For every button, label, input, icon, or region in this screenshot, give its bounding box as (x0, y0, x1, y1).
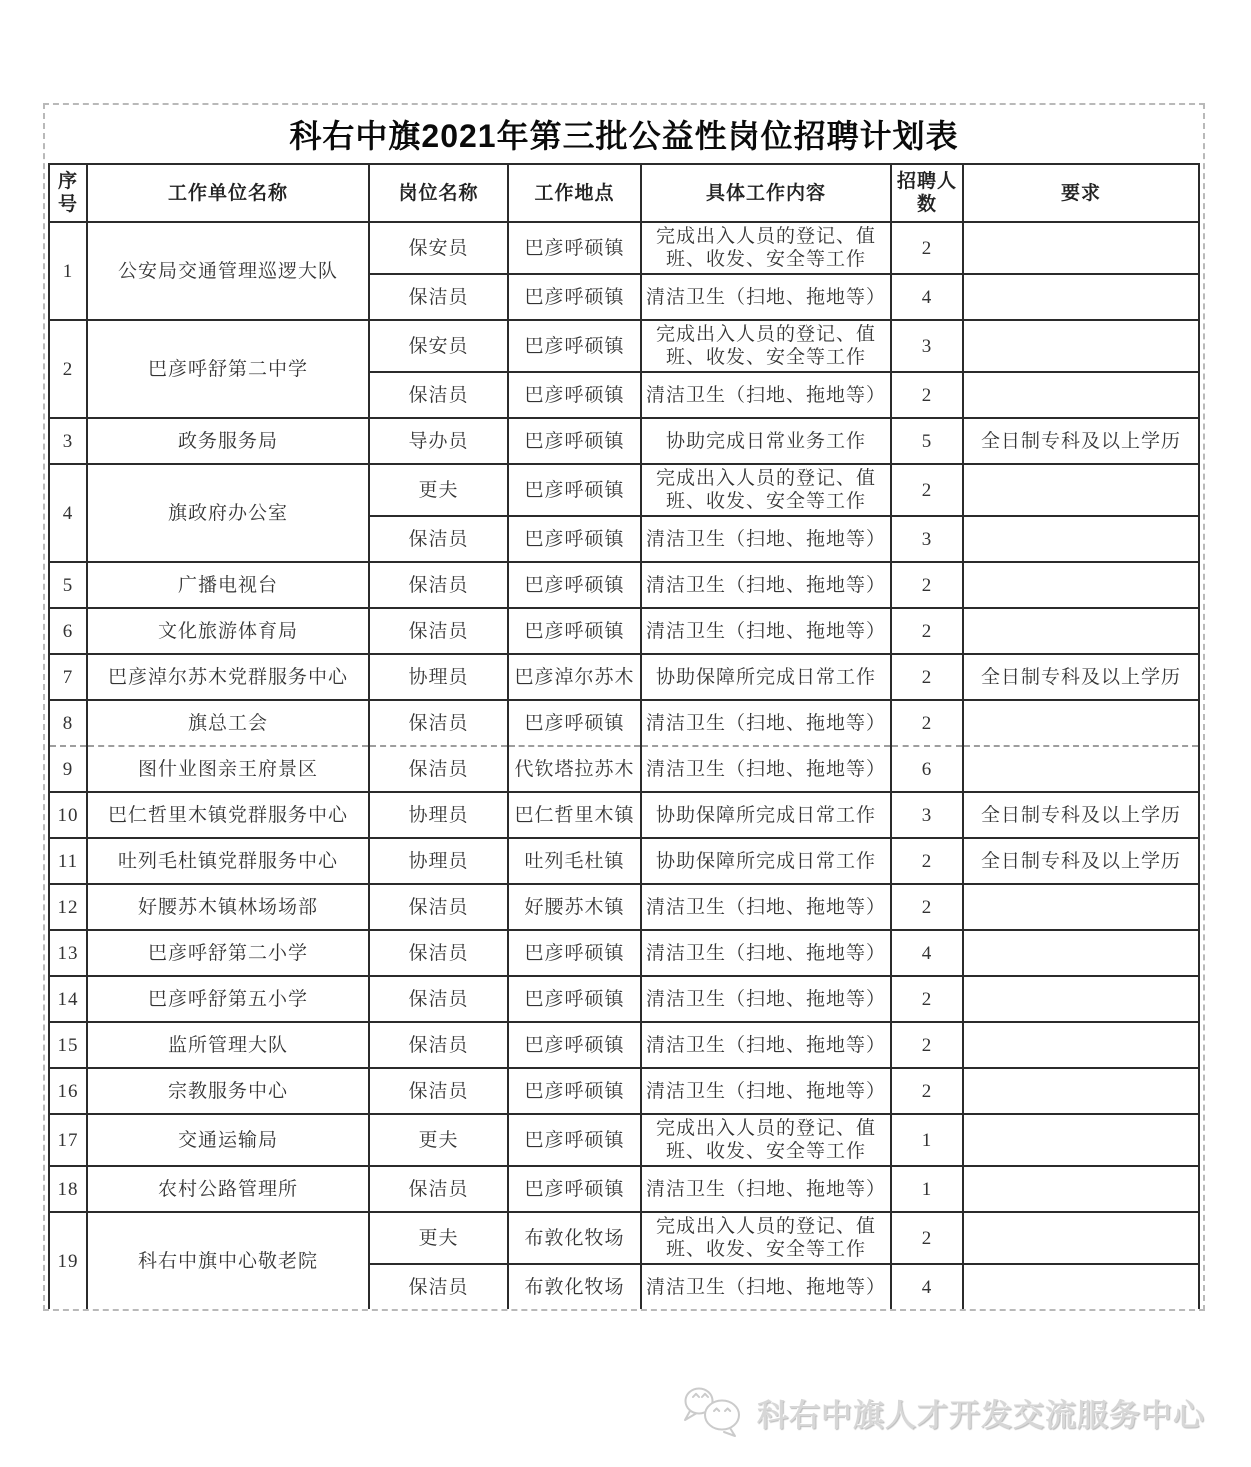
recruit-count: 3 (891, 320, 963, 372)
column-header-duty: 具体工作内容 (641, 164, 891, 222)
recruit-count: 2 (891, 562, 963, 608)
unit-name: 巴彦呼舒第五小学 (87, 976, 369, 1022)
work-location: 巴彦呼硕镇 (508, 274, 641, 320)
recruit-count: 2 (891, 222, 963, 274)
table-row (49, 1068, 1199, 1114)
position-name: 保洁员 (369, 1022, 508, 1068)
column-header-requirement: 要求 (963, 164, 1199, 222)
table-row (49, 746, 1199, 792)
requirement (963, 746, 1199, 792)
unit-name: 旗政府办公室 (87, 464, 369, 562)
row-number: 13 (49, 930, 87, 976)
row-number: 9 (49, 746, 87, 792)
watermark-label: 科右中旗人才开发交流服务中心 (757, 1397, 1205, 1433)
wechat-icon (681, 1384, 749, 1440)
work-duty: 清洁卫生（扫地、拖地等） (641, 884, 891, 930)
work-duty: 清洁卫生（扫地、拖地等） (641, 746, 891, 792)
unit-name: 巴彦呼舒第二小学 (87, 930, 369, 976)
work-duty: 完成出入人员的登记、值班、收发、安全等工作 (641, 1212, 891, 1264)
table-row (49, 700, 1199, 746)
table-row (49, 1212, 1199, 1264)
work-duty: 完成出入人员的登记、值班、收发、安全等工作 (641, 222, 891, 274)
work-duty: 清洁卫生（扫地、拖地等） (641, 274, 891, 320)
row-number: 15 (49, 1022, 87, 1068)
recruit-count: 2 (891, 608, 963, 654)
work-duty: 清洁卫生（扫地、拖地等） (641, 1022, 891, 1068)
recruit-count: 1 (891, 1166, 963, 1212)
requirement (963, 1068, 1199, 1114)
work-location: 布敦化牧场 (508, 1212, 641, 1264)
recruit-count: 2 (891, 464, 963, 516)
work-duty: 清洁卫生（扫地、拖地等） (641, 700, 891, 746)
work-duty: 清洁卫生（扫地、拖地等） (641, 1068, 891, 1114)
recruit-count: 4 (891, 930, 963, 976)
work-location: 代钦塔拉苏木 (508, 746, 641, 792)
unit-name: 巴彦淖尔苏木党群服务中心 (87, 654, 369, 700)
work-duty: 清洁卫生（扫地、拖地等） (641, 608, 891, 654)
unit-name: 公安局交通管理巡逻大队 (87, 222, 369, 320)
table-row (49, 608, 1199, 654)
row-number: 16 (49, 1068, 87, 1114)
row-number: 6 (49, 608, 87, 654)
unit-name: 巴仁哲里木镇党群服务中心 (87, 792, 369, 838)
row-number: 4 (49, 464, 87, 562)
work-location: 布敦化牧场 (508, 1264, 641, 1309)
position-name: 保洁员 (369, 274, 508, 320)
work-location: 巴彦呼硕镇 (508, 976, 641, 1022)
recruit-count: 2 (891, 654, 963, 700)
position-name: 保洁员 (369, 746, 508, 792)
work-location: 巴彦呼硕镇 (508, 1068, 641, 1114)
column-header-location: 工作地点 (508, 164, 641, 222)
work-duty: 完成出入人员的登记、值班、收发、安全等工作 (641, 320, 891, 372)
work-duty: 清洁卫生（扫地、拖地等） (641, 976, 891, 1022)
table-header-row (49, 164, 1199, 222)
table-row (49, 838, 1199, 884)
position-name: 保洁员 (369, 930, 508, 976)
recruit-count: 2 (891, 884, 963, 930)
requirement (963, 884, 1199, 930)
recruit-count: 2 (891, 1212, 963, 1264)
work-location: 巴彦呼硕镇 (508, 418, 641, 464)
work-location: 巴彦呼硕镇 (508, 1166, 641, 1212)
row-number: 8 (49, 700, 87, 746)
position-name: 保洁员 (369, 372, 508, 418)
work-location: 巴彦呼硕镇 (508, 562, 641, 608)
position-name: 导办员 (369, 418, 508, 464)
table-row (49, 884, 1199, 930)
unit-name: 农村公路管理所 (87, 1166, 369, 1212)
column-header-position: 岗位名称 (369, 164, 508, 222)
table-row (49, 222, 1199, 274)
recruit-count: 6 (891, 746, 963, 792)
position-name: 保洁员 (369, 1068, 508, 1114)
requirement (963, 464, 1199, 516)
recruit-count: 2 (891, 372, 963, 418)
table-body (49, 222, 1199, 1309)
work-location: 巴彦呼硕镇 (508, 930, 641, 976)
table-row (49, 792, 1199, 838)
work-duty: 清洁卫生（扫地、拖地等） (641, 1166, 891, 1212)
requirement (963, 1022, 1199, 1068)
requirement (963, 222, 1199, 274)
table-row (49, 464, 1199, 516)
position-name: 协理员 (369, 838, 508, 884)
position-name: 保洁员 (369, 1264, 508, 1309)
table-row (49, 930, 1199, 976)
work-duty: 清洁卫生（扫地、拖地等） (641, 372, 891, 418)
work-duty: 完成出入人员的登记、值班、收发、安全等工作 (641, 464, 891, 516)
position-name: 协理员 (369, 654, 508, 700)
unit-name: 监所管理大队 (87, 1022, 369, 1068)
row-number: 17 (49, 1114, 87, 1166)
table-row (49, 1022, 1199, 1068)
recruit-count: 2 (891, 1022, 963, 1068)
recruit-count: 2 (891, 976, 963, 1022)
work-duty: 清洁卫生（扫地、拖地等） (641, 516, 891, 562)
position-name: 保安员 (369, 222, 508, 274)
requirement (963, 1114, 1199, 1166)
recruit-count: 4 (891, 274, 963, 320)
work-duty: 协助保障所完成日常工作 (641, 654, 891, 700)
unit-name: 政务服务局 (87, 418, 369, 464)
work-location: 巴彦呼硕镇 (508, 1022, 641, 1068)
work-duty: 协助保障所完成日常工作 (641, 792, 891, 838)
row-number: 18 (49, 1166, 87, 1212)
recruit-count: 4 (891, 1264, 963, 1309)
table-row (49, 1114, 1199, 1166)
table-row (49, 1166, 1199, 1212)
requirement (963, 516, 1199, 562)
requirement (963, 562, 1199, 608)
work-location: 巴彦呼硕镇 (508, 222, 641, 274)
unit-name: 巴彦呼舒第二中学 (87, 320, 369, 418)
unit-name: 文化旅游体育局 (87, 608, 369, 654)
work-duty: 清洁卫生（扫地、拖地等） (641, 1264, 891, 1309)
requirement: 全日制专科及以上学历 (963, 838, 1199, 884)
row-number: 12 (49, 884, 87, 930)
requirement (963, 1166, 1199, 1212)
requirement (963, 1264, 1199, 1309)
work-location: 巴彦呼硕镇 (508, 320, 641, 372)
column-header-unit: 工作单位名称 (87, 164, 369, 222)
page-title: 科右中旗2021年第三批公益性岗位招聘计划表 (289, 118, 959, 154)
work-duty: 协助完成日常业务工作 (641, 418, 891, 464)
position-name: 更夫 (369, 1212, 508, 1264)
column-header-count: 招聘人数 (891, 164, 963, 222)
recruit-count: 2 (891, 838, 963, 884)
recruit-count: 2 (891, 1068, 963, 1114)
work-location: 巴彦呼硕镇 (508, 464, 641, 516)
requirement (963, 608, 1199, 654)
requirement (963, 372, 1199, 418)
position-name: 保洁员 (369, 1166, 508, 1212)
position-name: 保洁员 (369, 516, 508, 562)
row-number: 7 (49, 654, 87, 700)
requirement (963, 274, 1199, 320)
row-number: 5 (49, 562, 87, 608)
row-number: 2 (49, 320, 87, 418)
position-name: 更夫 (369, 1114, 508, 1166)
requirement (963, 320, 1199, 372)
recruit-count: 3 (891, 516, 963, 562)
work-location: 巴彦呼硕镇 (508, 1114, 641, 1166)
recruit-count: 2 (891, 700, 963, 746)
row-number: 11 (49, 838, 87, 884)
work-duty: 清洁卫生（扫地、拖地等） (641, 930, 891, 976)
work-location: 好腰苏木镇 (508, 884, 641, 930)
requirement (963, 930, 1199, 976)
row-number: 10 (49, 792, 87, 838)
row-number: 1 (49, 222, 87, 320)
work-location: 巴仁哲里木镇 (508, 792, 641, 838)
recruit-count: 1 (891, 1114, 963, 1166)
position-name: 协理员 (369, 792, 508, 838)
work-location: 巴彦呼硕镇 (508, 516, 641, 562)
column-header-index: 序号 (49, 164, 87, 222)
unit-name: 图什业图亲王府景区 (87, 746, 369, 792)
recruit-count: 5 (891, 418, 963, 464)
requirement (963, 1212, 1199, 1264)
document-sheet (43, 103, 1205, 1311)
table-row (49, 562, 1199, 608)
unit-name: 宗教服务中心 (87, 1068, 369, 1114)
work-location: 巴彦淖尔苏木 (508, 654, 641, 700)
work-duty: 协助保障所完成日常工作 (641, 838, 891, 884)
position-name: 保洁员 (369, 700, 508, 746)
position-name: 保洁员 (369, 608, 508, 654)
position-name: 更夫 (369, 464, 508, 516)
unit-name: 旗总工会 (87, 700, 369, 746)
work-location: 巴彦呼硕镇 (508, 372, 641, 418)
requirement: 全日制专科及以上学历 (963, 792, 1199, 838)
requirement: 全日制专科及以上学历 (963, 654, 1199, 700)
unit-name: 交通运输局 (87, 1114, 369, 1166)
watermark (681, 1384, 1205, 1440)
table-row (49, 418, 1199, 464)
unit-name: 吐列毛杜镇党群服务中心 (87, 838, 369, 884)
unit-name: 科右中旗中心敬老院 (87, 1212, 369, 1309)
requirement: 全日制专科及以上学历 (963, 418, 1199, 464)
requirement (963, 700, 1199, 746)
table-row (49, 654, 1199, 700)
work-location: 巴彦呼硕镇 (508, 608, 641, 654)
position-name: 保洁员 (369, 976, 508, 1022)
work-location: 吐列毛杜镇 (508, 838, 641, 884)
table-row (49, 320, 1199, 372)
row-number: 14 (49, 976, 87, 1022)
table-row (49, 976, 1199, 1022)
work-location: 巴彦呼硕镇 (508, 700, 641, 746)
recruit-count: 3 (891, 792, 963, 838)
row-number: 19 (49, 1212, 87, 1309)
unit-name: 广播电视台 (87, 562, 369, 608)
requirement (963, 976, 1199, 1022)
recruitment-table (48, 163, 1200, 1309)
unit-name: 好腰苏木镇林场场部 (87, 884, 369, 930)
position-name: 保洁员 (369, 884, 508, 930)
work-duty: 清洁卫生（扫地、拖地等） (641, 562, 891, 608)
row-number: 3 (49, 418, 87, 464)
position-name: 保安员 (369, 320, 508, 372)
position-name: 保洁员 (369, 562, 508, 608)
work-duty: 完成出入人员的登记、值班、收发、安全等工作 (641, 1114, 891, 1166)
